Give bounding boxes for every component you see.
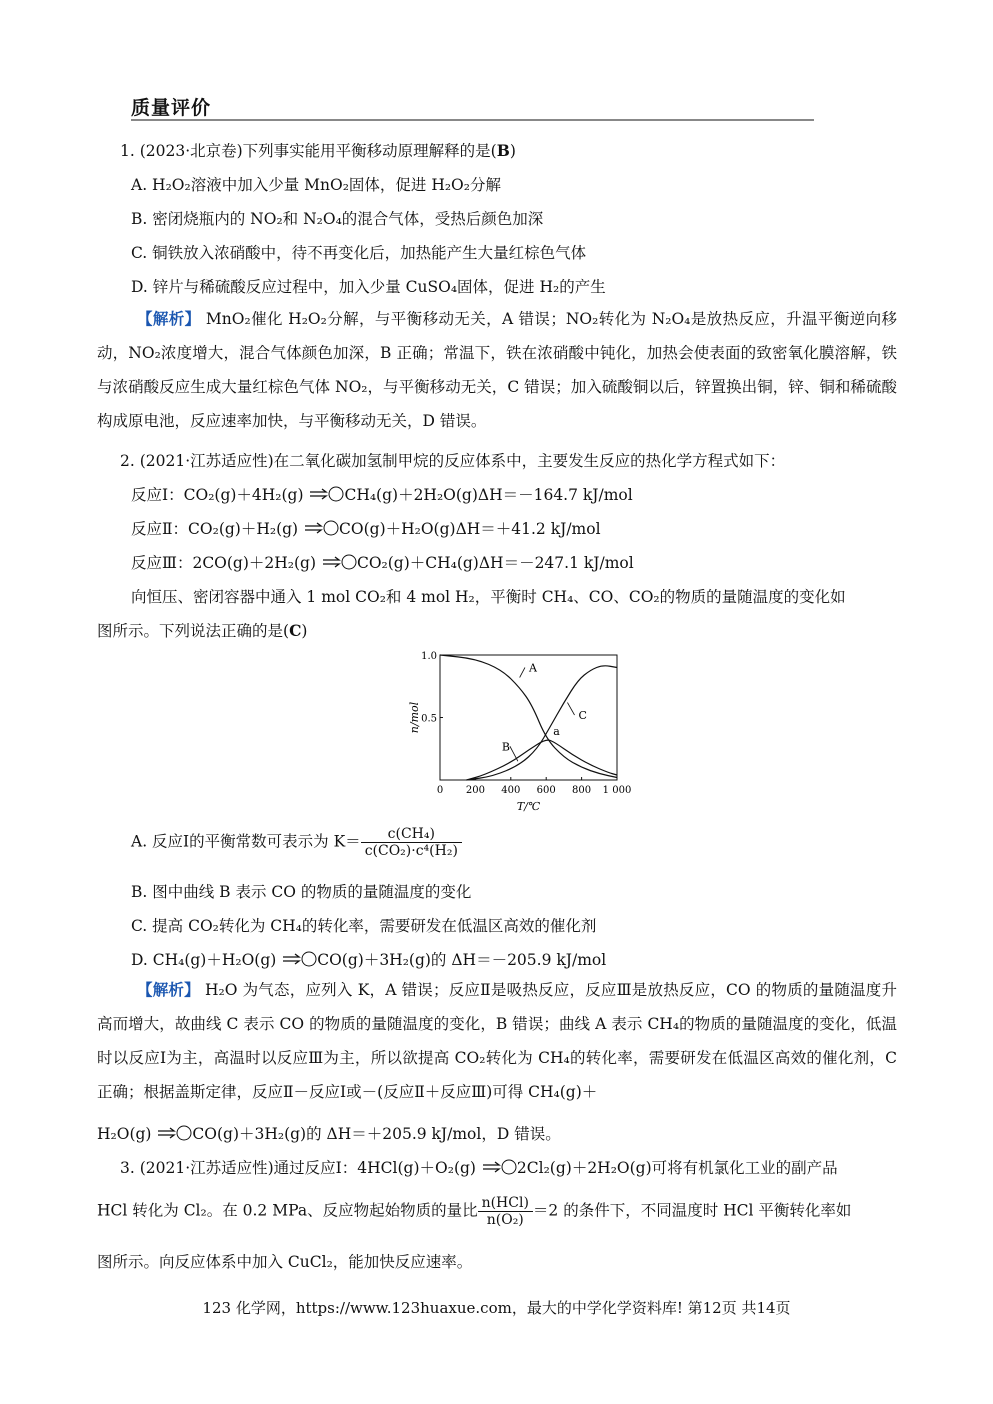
point-label-a: a: [553, 725, 560, 738]
series-label-c: C: [578, 709, 587, 722]
analysis-tag: 【解析】: [137, 981, 200, 999]
x-axis-label: T/℃: [516, 800, 541, 813]
series-leader-a: [520, 668, 525, 678]
section-title: 质量评价: [131, 97, 212, 119]
equilibrium-arrow-icon: [321, 554, 357, 570]
q3-line-1: 3. (2021·江苏适应性)通过反应Ⅰ：4HCl(g)＋O₂(g) 2Cl₂(g)＋2H₂O(g)可将有机氯化工业的副产品: [120, 1159, 838, 1177]
q2-reaction-1: 反应Ⅰ：CO₂(g)＋4H₂(g) CH₄(g)＋2H₂O(g)ΔH＝－164.7 kJ/mol: [131, 486, 633, 504]
x-tick-label: 600: [536, 785, 556, 796]
equilibrium-arrow-icon: [156, 1125, 192, 1141]
series-line-b: [467, 740, 617, 780]
x-tick-label: 0: [436, 785, 444, 796]
q2-analysis: 【解析】 H₂O 为气态，应列入 K，A 错误；反应Ⅱ是吸热反应，反应Ⅲ是放热反应，CO 的物质的量随温度升高而增大，故曲线 C 表示 CO 的物质的量随温度的变化，B 错误；曲线 A 表示 CH₄的物质的量随温度的变化，低温时以反应Ⅰ为主，高温时以反应Ⅲ为主，所以欲提高 CO₂转化为 CH₄的转化率，需要研发在低温区高效的催化剂，C 正确；根据盖斯定律，反应Ⅱ－反应Ⅰ或－(反应Ⅱ＋反应Ⅲ)可得 CH₄(g)＋: [97, 981, 897, 1101]
series-label-b: B: [501, 740, 511, 754]
series-line-c: [467, 666, 617, 780]
x-tick-label: 800: [572, 785, 592, 796]
x-tick-label: 1 000: [602, 785, 632, 796]
mole-ratio-fraction: $\frac{\text{n(HCl)}}{\text{n(O₂)}}$: [478, 1195, 533, 1228]
series-leader-c: [567, 703, 574, 716]
equilibrium-arrow-icon: [303, 520, 339, 536]
q2-reaction-2: 反应Ⅱ：CO₂(g)＋H₂(g) CO(g)＋H₂O(g)ΔH＝＋41.2 kJ/mol: [131, 520, 601, 538]
section-divider: [131, 119, 814, 121]
q1-option-a: A. H₂O₂溶液中加入少量 MnO₂固体，促进 H₂O₂分解: [131, 176, 501, 194]
q1-stem: 1. (2023·北京卷)下列事实能用平衡移动原理解释的是(B): [120, 141, 516, 160]
x-tick-label: 400: [501, 785, 521, 796]
q1-answer: B: [496, 141, 510, 160]
q1-option-b: B. 密闭烧瓶内的 NO₂和 N₂O₄的混合气体，受热后颜色加深: [131, 210, 544, 228]
q2-text-2: 图所示。下列说法正确的是(C): [97, 621, 308, 640]
equilibrium-arrow-icon: [308, 486, 344, 502]
q1-analysis: 【解析】 MnO₂催化 H₂O₂分解，与平衡移动无关，A 错误；NO₂转化为 N₂O₄是放热反应，升温平衡逆向移动，NO₂浓度增大，混合气体颜色加深，B 正确；常温下，铁在浓硝酸中钝化，加热会使表面的致密氧化膜溶解，铁与浓硝酸反应生成大量红棕色气体 NO₂，与平衡移动无关，C 错误；加入硫酸铜以后，锌置换出铜，锌、铜和稀硫酸构成原电池，反应速率加快，与平衡移动无关，D 错误。: [97, 310, 897, 430]
q2-option-d: D. CH₄(g)＋H₂O(g) CO(g)＋3H₂(g)的 ΔH＝－205.9 kJ/mol: [131, 951, 607, 969]
q2-analysis-end: H₂O(g) CO(g)＋3H₂(g)的 ΔH＝＋205.9 kJ/mol，D 错误。: [97, 1125, 561, 1143]
equilibrium-arrow-icon: [281, 951, 317, 967]
series-label-a: A: [528, 661, 537, 675]
q2-option-b: B. 图中曲线 B 表示 CO 的物质的量随温度的变化: [131, 883, 472, 901]
analysis-tag: 【解析】: [137, 310, 201, 328]
equilibrium-constant-fraction: $\frac{\text{c(CH₄)}}{\text{c(CO₂)·c⁴(H₂)}}$: [361, 826, 462, 859]
series-leader-b: [510, 746, 518, 761]
y-tick-label: 1.0: [421, 651, 437, 662]
q2-stem: 2. (2021·江苏适应性)在二氧化碳加氢制甲烷的反应体系中，主要发生反应的热化学方程式如下：: [120, 452, 786, 470]
q2-text-1: 向恒压、密闭容器中通入 1 mol CO₂和 4 mol H₂，平衡时 CH₄、CO、CO₂的物质的量随温度的变化如: [131, 588, 846, 606]
temperature-chart: [400, 645, 632, 815]
q3-line-2: HCl 转化为 Cl₂。在 0.2 MPa、反应物起始物质的量比 $\frac{\text{n(HCl)}}{\text{n(O₂)}}$ ＝2 的条件下，不同温度时 HCl 平衡转化率如: [97, 1195, 852, 1228]
q2-reaction-3: 反应Ⅲ：2CO(g)＋2H₂(g) CO₂(g)＋CH₄(g)ΔH＝－247.1 kJ/mol: [131, 554, 634, 572]
x-tick-label: 200: [465, 785, 485, 796]
page-footer: 123 化学网，https://www.123huaxue.com，最大的中学化学资料库! 第12页 共14页: [202, 1299, 791, 1317]
q3-line-3: 图所示。向反应体系中加入 CuCl₂，能加快反应速率。: [97, 1253, 473, 1271]
equilibrium-arrow-icon: [481, 1159, 517, 1175]
q2-option-a: A. 反应Ⅰ的平衡常数可表示为 K＝ $\frac{\text{c(CH₄)}}{\text{c(CO₂)·c⁴(H₂)}}$: [131, 826, 462, 859]
q2-option-c: C. 提高 CO₂转化为 CH₄的转化率，需要研发在低温区高效的催化剂: [131, 917, 597, 935]
y-tick-label: 0.5: [421, 713, 437, 725]
q1-option-d: D. 锌片与稀硫酸反应过程中，加入少量 CuSO₄固体，促进 H₂的产生: [131, 278, 606, 296]
q1-option-c: C. 铜铁放入浓硝酸中，待不再变化后，加热能产生大量红棕色气体: [131, 244, 587, 262]
q2-answer: C: [289, 621, 302, 640]
y-axis-label: n/mol: [408, 701, 421, 734]
